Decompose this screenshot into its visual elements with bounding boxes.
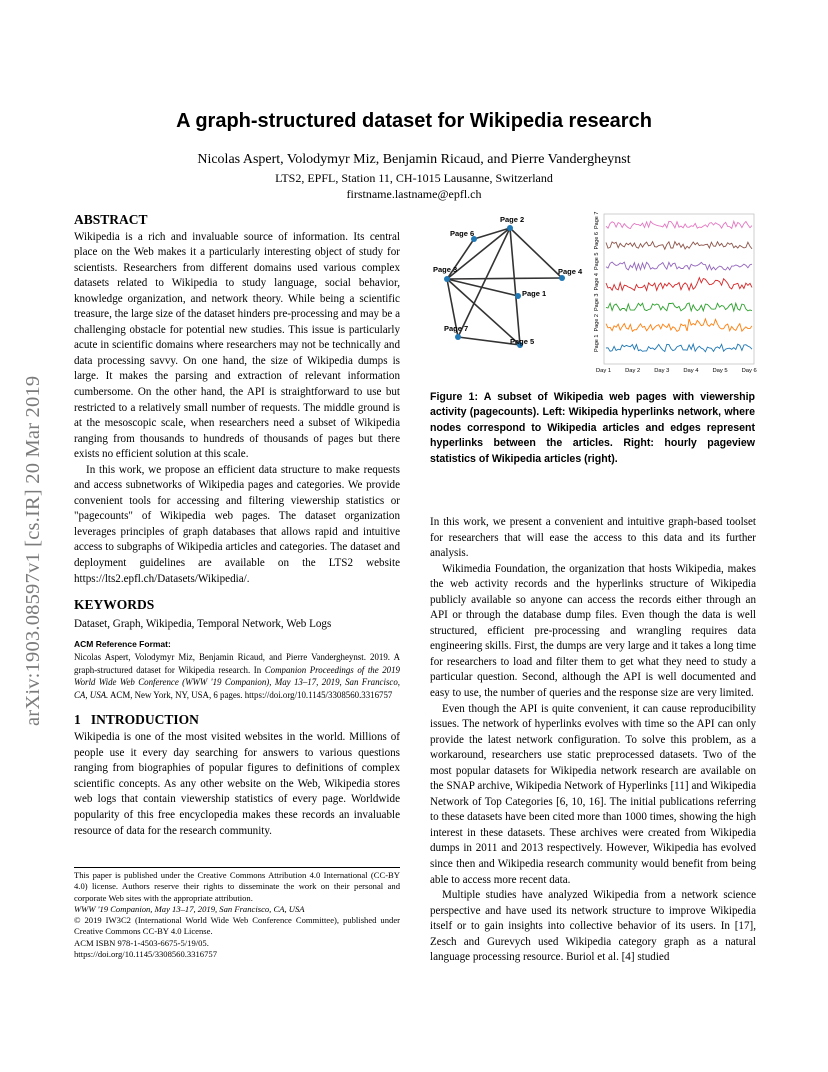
footnote-isbn: ACM ISBN 978-1-4503-6675-5/19/05.: [74, 937, 209, 948]
pageview-series-line: [606, 303, 752, 311]
right-paragraph-2: Wikimedia Foundation, the organization that hosts Wikipedia, makes the web activity records and the hyperlinks structure of Wikipedia publicly available so anyone can access the records either through an API or through the database dump files. Even though the data is well structured, efficient pre-processing and wrangling requires data engineering skills. First, the dumps are very large and it takes a long time for researchers to load and filter them to get what they need to study a particular question. Second, although the API is well documented and easy to use, the number of queries and the response size are very limited.: [430, 562, 756, 700]
pageview-series-line: [606, 278, 752, 291]
acm-reference-venue: Companion Proceedings of the 2019 World Wide Web Conference (WWW '19 Companion), May 13–17, 2019, San Francisco, CA, USA.: [74, 664, 400, 701]
series-label: Page 3: [594, 293, 600, 311]
series-label: Page 1: [594, 334, 600, 352]
footnote-license: This paper is published under the Creative Commons Attribution 4.0 International (CC-BY 4.0) license. Authors reserve their rights to disseminate the work on their personal and corporate Web sites with the appropriate attribution.: [74, 870, 400, 903]
abstract-paragraph-2: In this work, we propose an efficient data structure to make requests and access subnetworks of Wikipedia pages and categories. We provide convenient tools for accessing and filtering viewership statistics or "pagecounts" of Wikipedia web pages. The dataset organization leverages principles of graph databases that allows rapid and intuitive access to subgraphs of Wikipedia articles and categories. The dataset and deployment guidelines are available on the LTS2 website https://lts2.epfl.ch/Datasets/Wikipedia/.: [74, 463, 400, 585]
arxiv-stamp: arXiv:1903.08597v1 [cs.IR] 20 Mar 2019: [22, 375, 44, 726]
day-tick-label: Day 6: [741, 368, 757, 374]
graph-node-label: Page 5: [510, 337, 535, 346]
day-tick-label: Day 5: [712, 368, 728, 374]
acm-reference: [74, 638, 400, 702]
keywords-heading: KEYWORDS: [74, 597, 155, 613]
pageview-series-line: [606, 262, 752, 270]
pageview-series-line: [606, 221, 752, 228]
pageview-series-line: [606, 319, 752, 332]
graph-edge: [510, 228, 520, 345]
pageview-series-line: [606, 242, 752, 250]
intro-paragraph-1: Wikipedia is one of the most visited websites in the world. Millions of people use it every day searching for answers to various questions ranging from biographies of popular figures to definitions of complex scientific concepts. As any other website on the Web, Wikipedia stores web logs that contain viewership statistics of every page. Worldwide popularity of this free encyclopedia makes these records an invaluable resource of data for the research community.: [74, 731, 400, 837]
footnote: [74, 870, 400, 960]
graph-node: [444, 276, 450, 282]
right-paragraph-1: In this work, we present a convenient and intuitive graph-based toolset for researchers that will ease the access to this data and its further analysis.: [430, 516, 756, 560]
day-tick-label: Day 4: [683, 368, 699, 374]
graph-node-label: Page 1: [522, 289, 547, 298]
footnote-rule: [74, 867, 400, 868]
right-paragraph-3: Even though the API is quite convenient, it can cause reproducibility issues. The network of hyperlinks evolves with time so the API can only provide the latest network configuration. To solve this problem, as a workaround, researchers use static preprocessed datasets. Two of the most popular datasets for Wikipedia network research are available on the SNAP archive, Wikipedia Network of Hyperlinks [11] and Wikipedia Network of Top Categories [6, 10, 16]. The initial publications referring to these datasets have been cited more than 1000 times, showing the high interest in these datasets. These archives were created from Wikipedia dumps in 2011 and 2013 respectively. However, Wikipedia has evolved since then and Wikipedia research community would benefit from being able to access more recent data.: [430, 702, 756, 886]
acm-reference-names: Nicolas Aspert, Volodymyr Miz, Benjamin Ricaud, and Pierre Vandergheynst. 2019. A graph-structured dataset for Wikipedia research. In: [74, 651, 400, 675]
series-label: Page 5: [594, 252, 600, 270]
keywords-text: Dataset, Graph, Wikipedia, Temporal Network, Web Logs: [74, 617, 332, 630]
graph-node-label: Page 7: [444, 324, 469, 333]
email: firstname.lastname@epfl.ch: [346, 187, 482, 201]
footnote-doi: https://doi.org/10.1145/3308560.3316757: [74, 949, 217, 960]
acm-reference-heading: ACM Reference Format:: [74, 639, 171, 650]
graph-edge: [447, 278, 562, 279]
figure-caption: Figure 1: A subset of Wikipedia web pages with viewership activity (pagecounts). Left: Wikipedia hyperlinks network, where nodes correspond to Wikipedia articles and edges represent hyperlinks between the articles. Right: hourly pageview statistics of Wikipedia articles (right).: [430, 391, 755, 465]
graph-edge: [474, 228, 510, 239]
graph-node-label: Page 4: [558, 267, 583, 276]
pageview-series-line: [606, 344, 752, 352]
right-paragraph-4: Multiple studies have analyzed Wikipedia from a network science perspective and have used its network structure to improve Wikipedia itself or to gain insights into collective behavior of its users. In [17], Zesch and Gurevych used Wikipedia category graph as a natural language processing resource. Buriol et al. [4] studied: [430, 889, 756, 964]
footnote-venue: WWW '19 Companion, May 13–17, 2019, San Francisco, CA, USA: [74, 903, 305, 914]
abstract-heading: ABSTRACT: [74, 212, 148, 227]
graph-node: [455, 334, 461, 340]
graph-node: [515, 293, 521, 299]
series-label: Page 4: [594, 273, 600, 291]
series-label: Page 7: [594, 211, 600, 229]
paper-title: A graph-structured dataset for Wikipedia research: [176, 110, 652, 132]
hyperlink-network-graph: [428, 210, 583, 360]
pageview-timeseries-chart: [588, 212, 758, 376]
left-column: [74, 212, 400, 839]
series-label: Page 2: [594, 314, 600, 332]
day-tick-label: Day 3: [654, 368, 670, 374]
graph-edge: [510, 228, 562, 278]
acm-reference-tail: ACM, New York, NY, USA, 6 pages. https://doi.org/10.1145/3308560.3316757: [108, 690, 393, 701]
series-label: Page 6: [594, 232, 600, 250]
day-tick-label: Day 1: [596, 368, 612, 374]
right-column: [430, 515, 756, 966]
graph-edge: [458, 228, 510, 337]
graph-node-label: Page 2: [500, 215, 525, 224]
day-tick-label: Day 2: [625, 368, 641, 374]
introduction-heading: 1 INTRODUCTION: [74, 711, 199, 727]
graph-node: [507, 225, 513, 231]
author-list: Nicolas Aspert, Volodymyr Miz, Benjamin Ricaud, and Pierre Vandergheynst: [197, 152, 631, 167]
abstract-paragraph-1: Wikipedia is a rich and invaluable source of information. Its central place on the Web makes it a particularly interesting object of study for scientists. Researchers from different domains used various complex datasets related to Wikipedia to study language, social behavior, knowledge organization, and network theory. While being a scientific treasure, the large size of the dataset hinders pre-processing and may be a challenging obstacle for potential new studies. This issue is particularly acute in scientific domains where researchers may not be technically and data processing savvy. On one hand, the size of Wikipedia dumps is large. It makes the parsing and extraction of relevant information cumbersome. On the other hand, the API is straightforward to use but restricted to a relatively small number of requests. The middle ground is at the mesoscopic scale, when researchers need a subset of Wikipedia ranging from thousands to hundreds of thousands of pages but there exists no efficient solution at this scale.: [74, 230, 401, 461]
graph-node-label: Page 6: [450, 229, 475, 238]
footnote-copyright: © 2019 IW3C2 (International World Wide Web Conference Committee), published under Creative Commons CC-BY 4.0 License.: [74, 915, 400, 937]
graph-node-label: Page 3: [433, 265, 458, 274]
affiliation: LTS2, EPFL, Station 11, CH-1015 Lausanne, Switzerland: [275, 171, 553, 185]
